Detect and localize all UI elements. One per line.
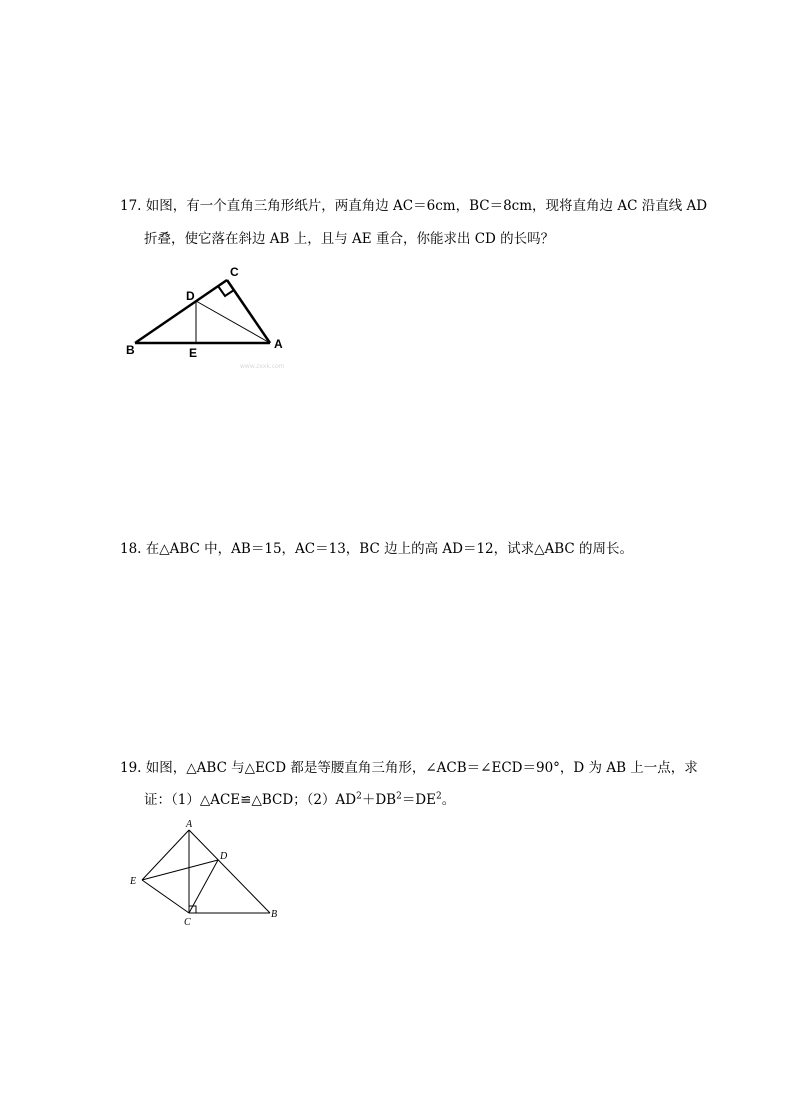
q18-text-line1: 18. 在△ABC 中，AB＝15，AC＝13，BC 边上的高 AD＝12，试求△ABC 的周长。 <box>120 541 634 557</box>
q19-label-D: D <box>220 851 228 862</box>
q19-label-E: E <box>130 876 137 887</box>
q19-side-CD <box>189 860 218 913</box>
q19-text-line1: 19. 如图，△ABC 与△ECD 都是等腰直角三角形，∠ACB＝∠ECD＝90°，D 为 AB 上一点，求 <box>120 760 698 776</box>
q19-line2-sup2: 2 <box>396 791 402 802</box>
q19-line2-part3: ＝DE <box>401 792 436 808</box>
q19-line2-part2: ＋DB <box>361 792 397 808</box>
q19-figure <box>120 817 290 932</box>
q17-side-BC <box>135 280 227 343</box>
q17-label-A: A <box>274 337 283 351</box>
q19-line2-part1: 证：（1）△ACE≌△BCD；（2）AD <box>144 792 357 808</box>
q19-text-line2 <box>144 791 455 809</box>
q19-line2-sup1: 2 <box>356 791 362 802</box>
q17-label-B: B <box>126 343 135 357</box>
q19-side-ED <box>142 860 218 880</box>
q17-text-line2: 折叠，使它落在斜边 AB 上，且与 AE 重合，你能求出 CD 的长吗？ <box>144 231 555 247</box>
q19-label-C: C <box>184 917 191 928</box>
q17-text-line1: 17. 如图，有一个直角三角形纸片，两直角边 AC＝6cm，BC＝8cm，现将直角边 AC 沿直线 AD <box>120 198 708 214</box>
q17-figure <box>120 262 310 374</box>
q19-side-EC <box>142 880 189 913</box>
q17-label-D: D <box>186 289 195 303</box>
q17-label-E: E <box>189 346 198 360</box>
q19-side-EA <box>142 830 189 880</box>
q19-side-AB <box>189 830 270 913</box>
q19-label-B: B <box>271 909 278 920</box>
q19-line2-sup3: 2 <box>436 791 442 802</box>
q17-watermark: www.zxxk.com <box>240 363 285 370</box>
q17-fold-AD <box>196 301 270 343</box>
q17-label-C: C <box>230 265 239 279</box>
q19-label-A: A <box>186 819 193 830</box>
q19-line2-part4: 。 <box>441 792 456 808</box>
